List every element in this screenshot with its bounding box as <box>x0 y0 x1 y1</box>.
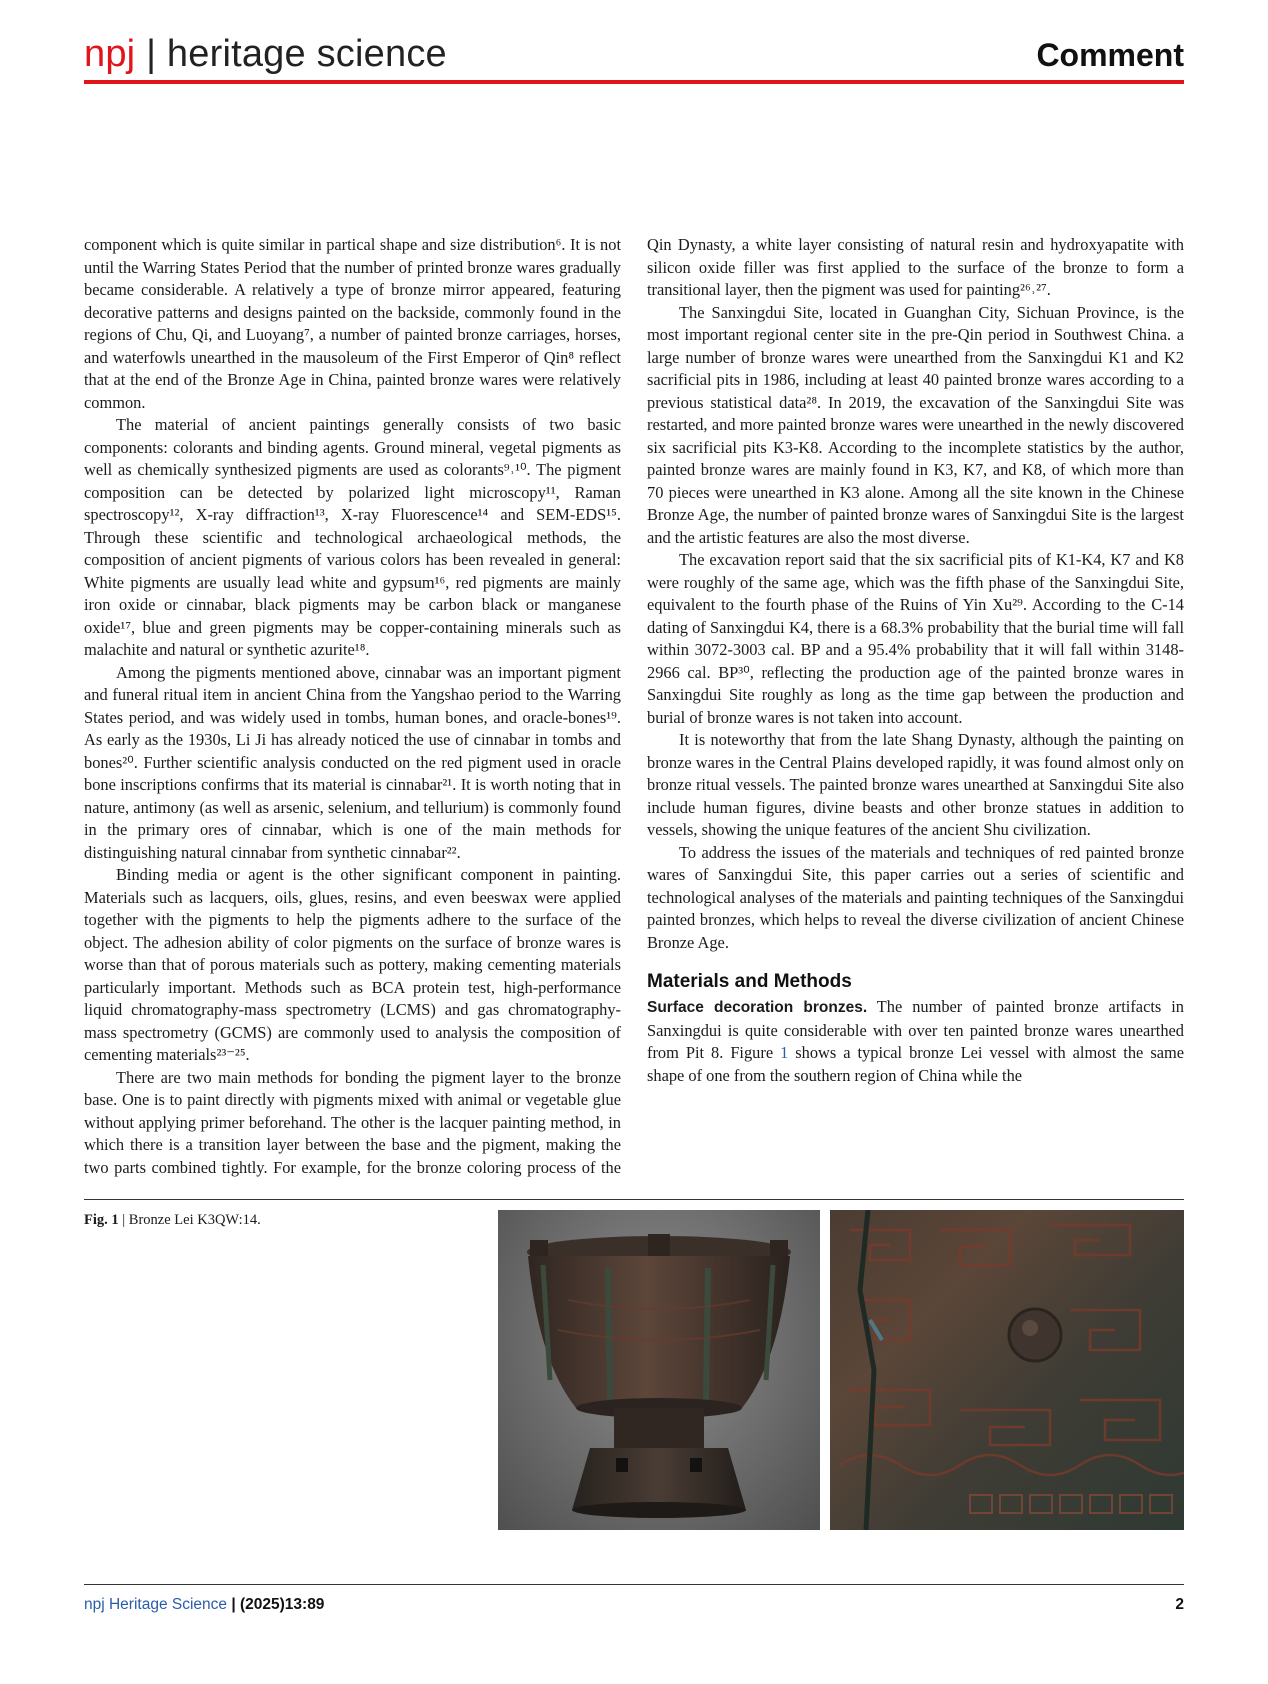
figure-link[interactable]: 1 <box>780 1043 789 1062</box>
subsection-text: shows a typical bronze Lei vessel with almost the same shape of one from the southern region of China while the <box>647 1043 1184 1085</box>
brand-name: heritage science <box>166 33 447 75</box>
bronze-pattern-detail-illustration <box>830 1210 1184 1530</box>
bronze-lei-photo <box>498 1210 820 1530</box>
subsection-text: The number of painted bronze artifacts in Sanxingdui is quite considerable with over ten painted bronze wares unearthed from Pit 8. Figure <box>647 997 1184 1062</box>
paragraph: There are two main methods for bonding the pigment layer to the bronze base. One is to paint directly with pigments mixed with animal or vegetable glue without applying primer beforehand. The other is the lacquer painting method, in which there is a transition layer between the base and the pigment, making the two parts combined tightly. For example, for the bronze coloring process of the Qin Dynasty, a white layer consisting of natural resin and hydroxyapatite with silicon oxide filler was first applied to the surface of the bronze to form a transitional layer, then the pigment was used for painting²⁶˒²⁷. <box>84 235 1184 1177</box>
footer-volume: | (2025)13:89 <box>227 1596 325 1613</box>
figure-caption-text: Bronze Lei K3QW:14. <box>128 1212 261 1228</box>
brand-npj: npj <box>84 33 136 75</box>
paragraph: The material of ancient paintings generally consists of two basic components: colorants and binding agents. Ground mineral, vegetal pigments as well as chemically synthesized pigments are used as colorants⁹˒¹⁰. The pigment composition can be detected by polarized light microscopy¹¹, Raman spectroscopy¹², X-ray diffraction¹³, X-ray Fluorescence¹⁴ and SEM-EDS¹⁵. Through these scientific and technological archaeological methods, the composition of ancient pigments of various colors has been revealed in general: White pigments are usually lead white and gypsum¹⁶, red pigments are mainly iron oxide or cinnabar, black pigments may be carbon black or manganese oxide¹⁷, blue and green pigments may be copper-containing minerals such as malachite and natural or synthetic azurite¹⁸. <box>84 415 621 659</box>
paragraph: Among the pigments mentioned above, cinnabar was an important pigment and funeral ritual item in ancient China from the Yangshao period to the Warring States period, and was widely used in tombs, human bones, and oracle-bones¹⁹. As early as the 1930s, Li Ji has already noticed the use of cinnabar in tombs and bones²⁰. Further scientific analysis conducted on the red pigment used in oracle bone inscriptions confirms that its material is cinnabar²¹. It is worth noting that in nature, antimony (as well as arsenic, selenium, and tellurium) is commonly found in the primary ores of cinnabar, which is one of the main methods for distinguishing natural cinnabar from synthetic cinnabar²². <box>84 662 621 862</box>
footer-citation <box>84 1596 324 1614</box>
figure-divider <box>84 1199 1184 1200</box>
paragraph: It is noteworthy that from the late Shang Dynasty, although the painting on bronze wares in the Central Plains developed rapidly, it was found almost only on bronze ritual vessels. The painted bronze wares unearthed at Sanxingdui Site also include human figures, divine beasts and other bronze statues in addition to vessels, showing the unique features of the ancient Shu civilization. <box>647 730 1184 839</box>
journal-brand[interactable] <box>84 32 447 76</box>
subsection-paragraph <box>647 996 1184 1087</box>
figure-label: Fig. 1 <box>84 1212 119 1228</box>
article-body <box>84 234 1184 1184</box>
runin-heading: Surface decoration bronzes. <box>647 999 868 1016</box>
bronze-lei-detail-photo <box>830 1210 1184 1530</box>
paragraph: To address the issues of the materials and techniques of red painted bronze wares of Sanxingdui Site, this paper carries out a series of scientific and technological analyses of the materials and painting techniques of the Sanxingdui painted bronzes, which helps to reveal the diverse civilization of ancient Chinese Bronze Age. <box>647 842 1184 952</box>
footer-journal-link[interactable]: npj Heritage Science <box>84 1596 228 1613</box>
brand-separator: | <box>146 33 157 75</box>
paragraph: The Sanxingdui Site, located in Guanghan City, Sichuan Province, is the most important regional center site in the pre-Qin period in Southwest China. a large number of bronze wares were unearthed from the Sanxingdui K1 and K2 sacrificial pits in 1986, including at least 40 painted bronze wares according to a previous statistical data²⁸. In 2019, the excavation of the Sanxingdui Site was restarted, and more painted bronze wares were unearthed in the newly discovered six sacrificial pits K3-K8. According to the incomplete statistics by the author, painted bronze wares are mainly found in K3, K7, and K8, of which more than 70 pieces were unearthed in K3 alone. Among all the site known in the Chinese Bronze Age, the number of painted bronze wares of Sanxingdui Site is the largest and the artistic features are also the most diverse. <box>647 302 1184 547</box>
figure-caption <box>84 1210 484 1230</box>
paragraph: The excavation report said that the six sacrificial pits of K1-K4, K7 and K8 were roughly of the same age, which was the fifth phase of the Sanxingdui Site, equivalent to the fourth phase of the Ruins of Yin Xu²⁹. According to the C-14 dating of Sanxingdui K4, there is a 68.3% probability that the burial time will fall within 3072-3003 cal. BP and a 95.4% probability that it will fall within 3148-2966 cal. BP³⁰, reflecting the production age of the painted bronze wares in Sanxingdui Site roughly as long as the time gap between the production and burial of bronze wares is not taken into account. <box>647 550 1184 727</box>
paragraph: Binding media or agent is the other significant component in painting. Materials such as lacquers, oils, glues, resins, and even beeswax were applied together with the pigments to help the pigments adhere to the surface of the object. The adhesion ability of color pigments on the surface of bronze wares is worse than that of porous materials such as pottery, making cementing materials particularly important. Methods such as BCA protein test, high-performance liquid chromatography-mass spectrometry (LCMS) and gas chromatography-mass spectrometry (GCMS) are commonly used to analysis the composition of cementing materials²³⁻²⁵. <box>84 865 621 1064</box>
paragraph: component which is quite similar in partical shape and size distribution⁶. It is not until the Warring States Period that the number of printed bronze wares gradually became considerable. A relatively a type of bronze mirror appeared, featuring decorative patterns and designs painted on the backside, commonly found in the regions of Chu, Qi, and Luoyang⁷, a number of painted bronze carriages, horses, and waterfowls unearthed in the mausoleum of the First Emperor of Qin⁸ reflect that at the end of the Bronze Age in China, painted bronze wares were relatively common. <box>84 235 621 412</box>
article-type: Comment <box>1036 37 1184 73</box>
page-number: 2 <box>1175 1596 1184 1613</box>
figure-caption-separator: | <box>118 1212 129 1228</box>
section-heading: Materials and Methods <box>647 971 852 992</box>
bronze-lei-vessel-illustration <box>498 1210 820 1530</box>
footer-divider <box>84 1584 1184 1585</box>
masthead <box>84 30 1184 84</box>
